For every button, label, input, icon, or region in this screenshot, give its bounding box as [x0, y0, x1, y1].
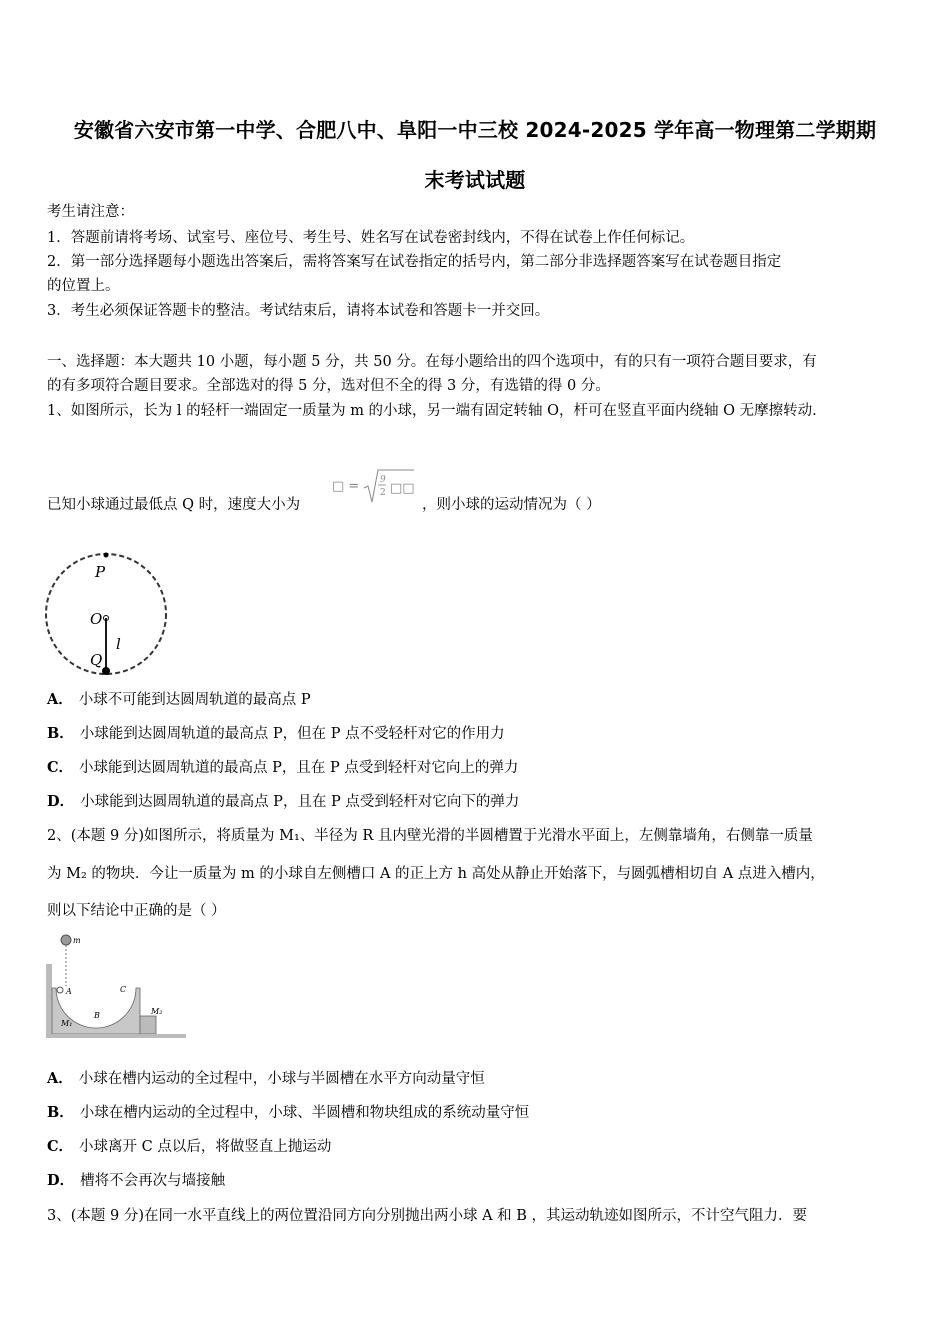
formula-lhs: □ = — [332, 479, 360, 494]
label-l: l — [116, 635, 121, 653]
page-title: 安徽省六安市第一中学、合肥八中、阜阳一中三校 2024-2025 学年高一物理第二学期期 — [73, 118, 877, 142]
groove-figure — [44, 930, 189, 1044]
circle-figure — [40, 550, 175, 684]
label-o: O — [90, 610, 103, 628]
option-b: B． 小球在槽内运动的全过程中，小球、半圆槽和物块组成的系统动量守恒 — [47, 1104, 530, 1121]
label-m1: M₁ — [61, 1019, 73, 1028]
option-a: A． 小球在槽内运动的全过程中，小球与半圆槽在水平方向动量守恒 — [47, 1070, 485, 1087]
option-b: B． 小球能到达圆周轨道的最高点 P，但在 P 点不受轻杆对它的作用力 — [47, 725, 505, 742]
section-intro: 一、选择题：本大题共 10 小题，每小题 5 分，共 50 分。在每小题给出的四个选项中，有的只有一项符合题目要求，有 — [47, 354, 817, 370]
section-intro: 的有多项符合题目要求。全部选对的得 5 分，选对但不全的得 3 分，有选错的得 0 分。 — [47, 378, 610, 394]
formula-numerator: 9 — [380, 475, 386, 485]
option-c: C． 小球能到达圆周轨道的最高点 P，且在 P 点受到轻杆对它向上的弹力 — [47, 759, 519, 776]
option-d: D． 槽将不会再次与墙接触 — [47, 1172, 226, 1189]
label-m: m — [73, 936, 81, 945]
notice-heading: 考生请注意： — [47, 204, 134, 220]
notice-item: 1．答题前请将考场、试室号、座位号、考生号、姓名写在试卷密封线内，不得在试卷上作任何标记。 — [47, 230, 695, 246]
formula-rhs: □□ — [390, 481, 415, 496]
question-1-stem: 1、如图所示，长为 l 的轻杆一端固定一质量为 m 的小球，另一端有固定转轴 O，杆可在竖直平面内绕轴 O 无摩擦转动. — [47, 403, 817, 419]
label-a: A — [66, 987, 72, 996]
option-c: C． 小球离开 C 点以后，将做竖直上抛运动 — [47, 1138, 332, 1155]
label-p: P — [95, 563, 106, 581]
page-title-line2: 末考试试题 — [424, 168, 526, 192]
question-3-stem: 3、(本题 9 分)在同一水平直线上的两位置沿同方向分别抛出两小球 A 和 B ，其运动轨迹如图所示，不计空气阻力．要 — [47, 1208, 808, 1224]
label-b: B — [94, 1011, 100, 1020]
notice-item: 2．第一部分选择题每小题选出答案后，需将答案写在试卷指定的括号内，第二部分非选择题答案写在试卷题目指定 — [47, 254, 782, 270]
label-q: Q — [90, 651, 103, 669]
notice-item: 的位置上。 — [47, 278, 120, 294]
question-1-stem-part: 已知小球通过最低点 Q 时，速度大小为 — [47, 497, 301, 513]
option-a: A． 小球不可能到达圆周轨道的最高点 P — [47, 691, 311, 708]
label-m2: M₂ — [151, 1007, 163, 1016]
question-2-stem: 为 M₂ 的物块．今让一质量为 m 的小球自左侧槽口 A 的正上方 h 高处从静止开始落下，与圆弧槽相切自 A 点进入槽内， — [47, 866, 825, 882]
notice-item: 3．考生必须保证答题卡的整洁。考试结束后，请将本试卷和答题卡一并交回。 — [47, 303, 550, 319]
question-2-stem: 则以下结论中正确的是（ ） — [47, 903, 226, 919]
question-2-stem: 2、(本题 9 分)如图所示，将质量为 M₁、半径为 R 且内壁光滑的半圆槽置于光滑水平面上，左侧靠墙角，右侧靠一质量 — [47, 828, 813, 844]
formula-denominator: 2 — [380, 488, 386, 498]
label-c: C — [120, 985, 127, 994]
question-1-stem-part: ，则小球的运动情况为（ ） — [422, 497, 601, 513]
velocity-formula — [330, 466, 420, 510]
option-d: D． 小球能到达圆周轨道的最高点 P，且在 P 点受到轻杆对它向下的弹力 — [47, 793, 520, 810]
